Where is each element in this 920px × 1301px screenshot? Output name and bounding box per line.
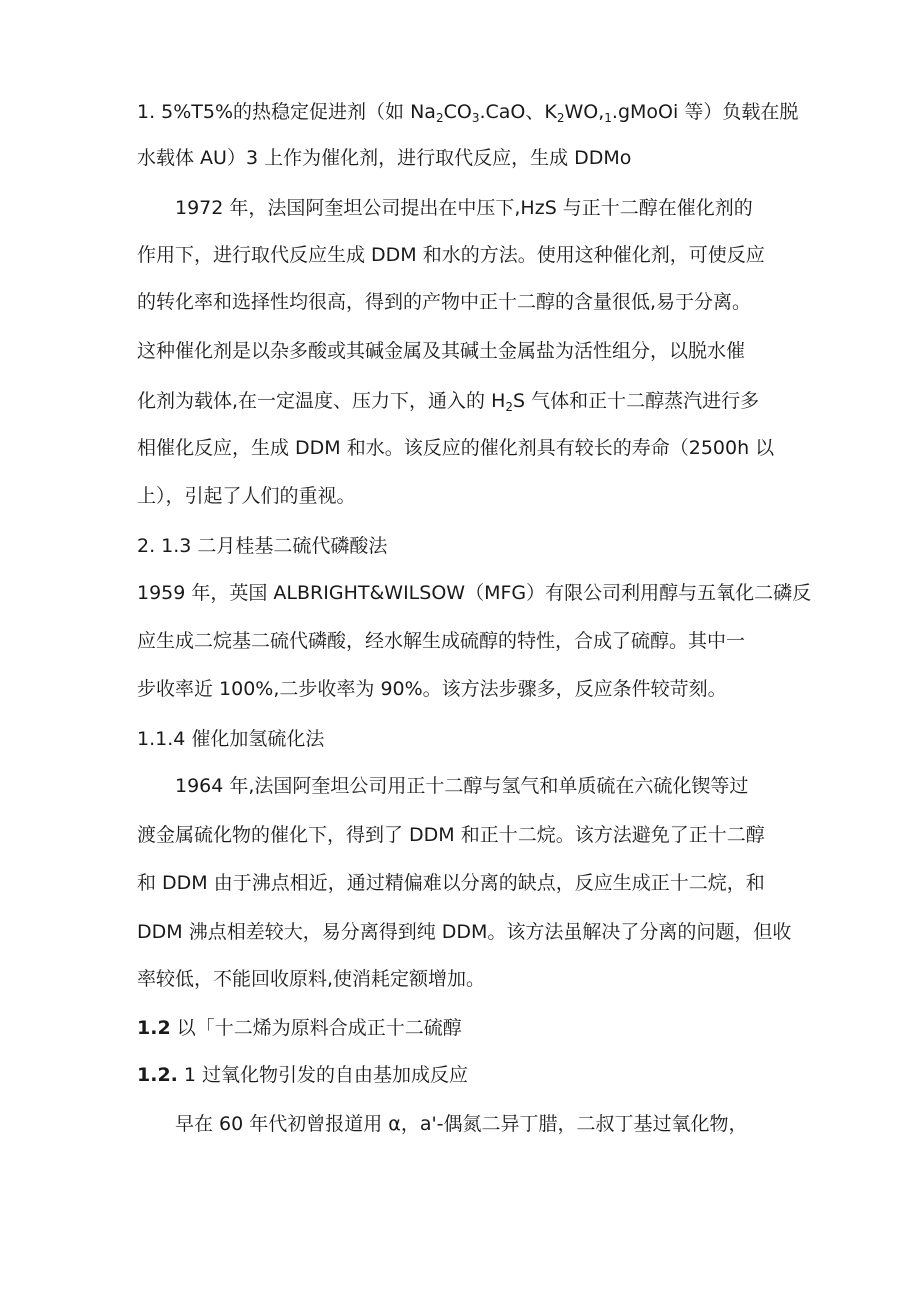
paragraph-line: 渡金属硫化物的催化下，得到了 DDM 和正十二烷。该方法避免了正十二醇 <box>137 824 765 846</box>
paragraph-line: 相催化反应，生成 DDM 和水。该反应的催化剂具有较长的寿命（2500h 以 <box>137 437 775 459</box>
section-heading: 1.2 以「十二烯为原料合成正十二硫醇 <box>137 1017 462 1039</box>
paragraph-line: 1972 年，法国阿奎坦公司提出在中压下,HzS 与正十二醇在催化剂的 <box>175 197 753 219</box>
paragraph-line: 作用下，进行取代反应生成 DDM 和水的方法。使用这种催化剂，可使反应 <box>137 244 765 266</box>
paragraph-line: 早在 60 年代初曾报道用 α，a'-偶氮二异丁腊，二叔丁基过氧化物， <box>175 1113 748 1135</box>
paragraph-line: 1. 5%T5%的热稳定促进剂（如 $Na_2CO_3.CaO$、$K_2WO,_1.gMoOi$ 等）负载在脱 <box>137 101 799 125</box>
paragraph-line: 化剂为载体,在一定温度、压力下，通入的 $H_2S$ 气体和正十二醇蒸汽进行多 <box>137 390 760 414</box>
section-heading: 2. 1.3 二月桂基二硫代磷酸法 <box>137 535 388 557</box>
paragraph-line: DDM 沸点相差较大，易分离得到纯 DDM。该方法虽解决了分离的问题，但收 <box>137 921 792 943</box>
paragraph-line: 应生成二烷基二硫代磷酸，经水解生成硫醇的特性，合成了硫醇。其中一 <box>137 630 746 652</box>
paragraph-line: 的转化率和选择性均很高，得到的产物中正十二醇的含量很低,易于分离。 <box>137 291 752 313</box>
paragraph-line: 1959 年，英国 ALBRIGHT&WILSOW（MFG）有限公司利用醇与五氧化二磷反 <box>137 582 812 604</box>
paragraph-line: 上），引起了人们的重视。 <box>137 485 356 507</box>
paragraph-line: 这种催化剂是以杂多酸或其碱金属及其碱土金属盐为活性组分，以脱水催 <box>137 340 746 362</box>
paragraph-line: 步收率近 100%,二步收率为 90%。该方法步骤多，反应条件较苛刻。 <box>137 678 727 700</box>
paragraph-line: 和 DDM 由于沸点相近，通过精偏难以分离的缺点，反应生成正十二烷，和 <box>137 872 765 894</box>
paragraph-line: 水载体 AU）3 上作为催化剂，进行取代反应，生成 DDMo <box>137 147 632 169</box>
section-heading: 1.1.4 催化加氢硫化法 <box>137 728 325 750</box>
paragraph-line: 1964 年,法国阿奎坦公司用正十二醇与氢气和单质硫在六硫化锲等过 <box>175 775 749 797</box>
section-heading: 1.2. 1 过氧化物引发的自由基加成反应 <box>137 1064 469 1086</box>
paragraph-line: 率较低，不能回收原料,使消耗定额增加。 <box>137 968 486 990</box>
